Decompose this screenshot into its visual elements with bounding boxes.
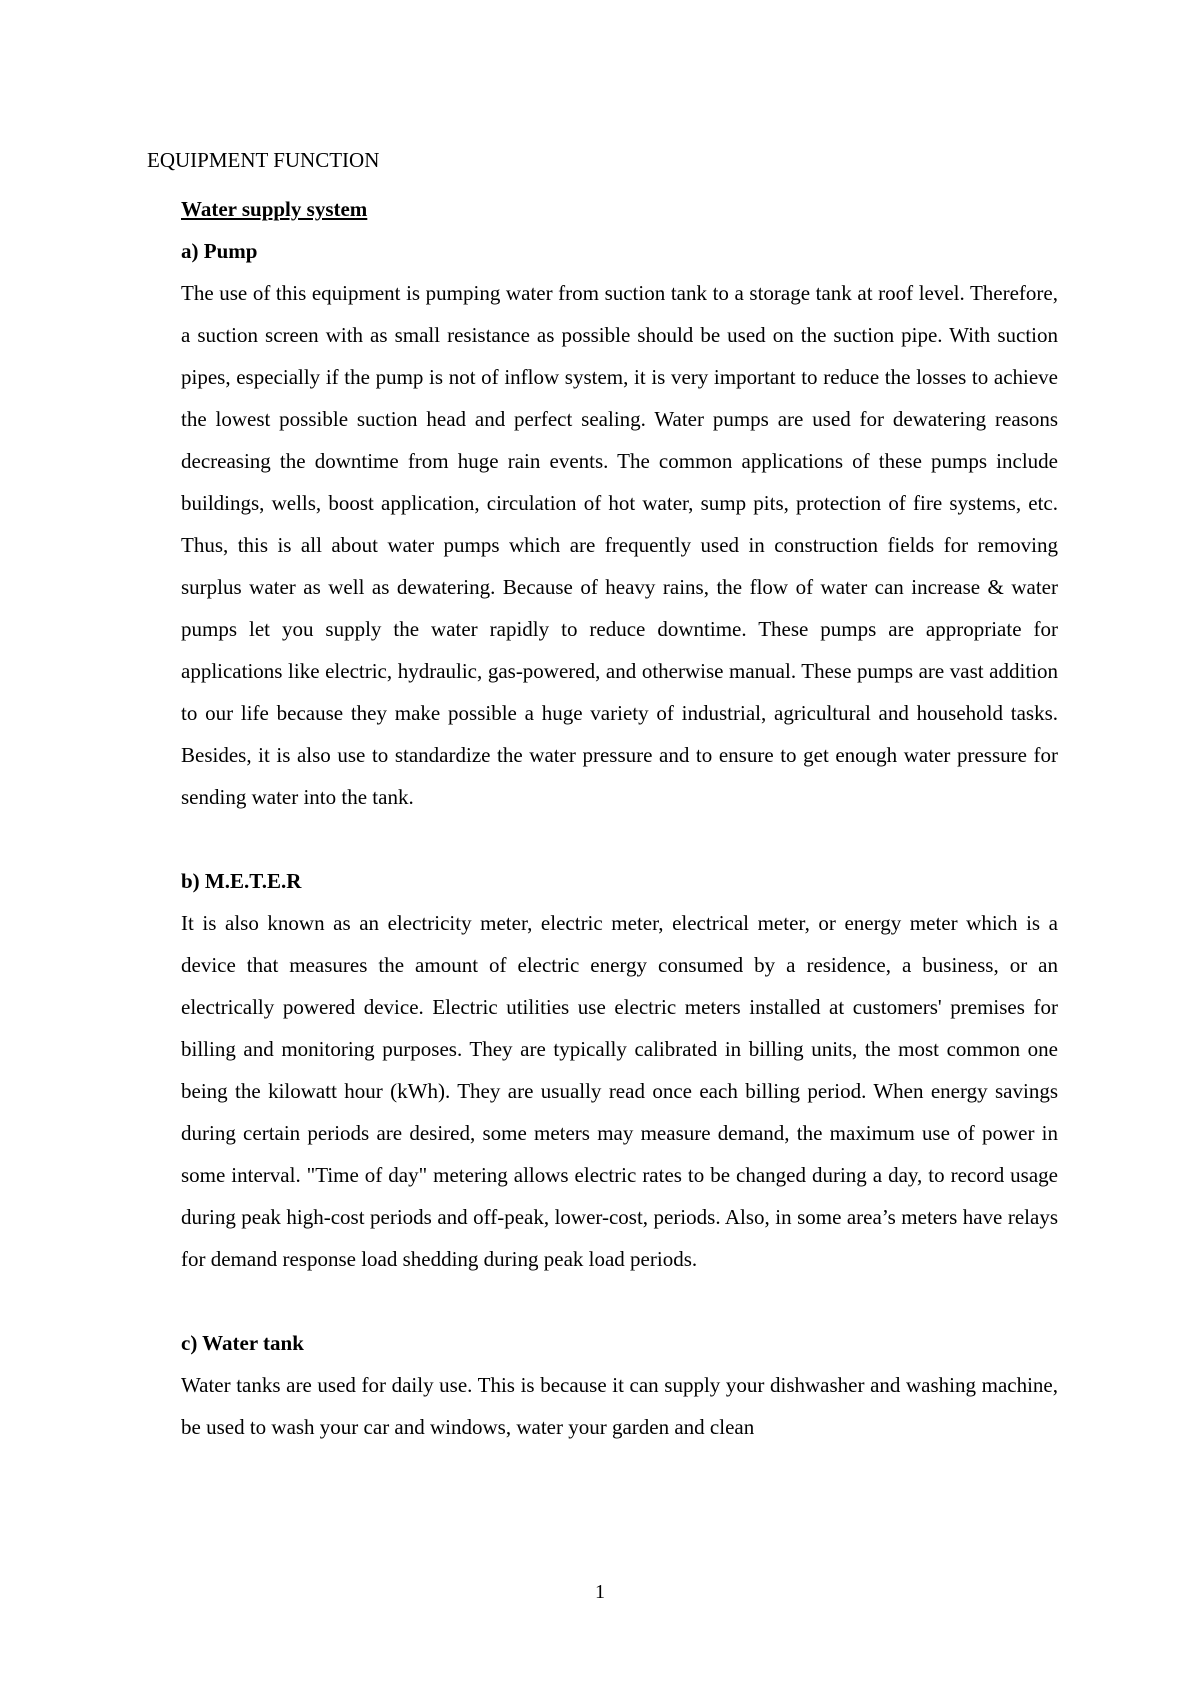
paragraph-gap — [181, 1280, 1058, 1322]
paragraph-gap — [181, 818, 1058, 860]
water-tank-heading: c) Water tank — [181, 1331, 304, 1355]
section-heading: Water supply system — [181, 197, 368, 221]
meter-heading: b) M.E.T.E.R — [181, 869, 302, 893]
water-tank-paragraph: Water tanks are used for daily use. This is because it can supply your dishwasher and washing machine, be used to wash your car and windows, water your garden and clean — [181, 1373, 1058, 1439]
document-body — [181, 188, 1058, 1448]
pump-heading: a) Pump — [181, 239, 258, 263]
meter-paragraph: It is also known as an electricity meter, electric meter, electrical meter, or energy meter which is a device that measures the amount of electric energy consumed by a residence, a business, or an electrically powered device. Electric utilities use electric meters installed at customers' premises for billing and monitoring purposes. They are typically calibrated in billing units, the most common one being the kilowatt hour (kWh). They are usually read once each billing period. When energy savings during certain periods are desired, some meters may measure demand, the maximum use of power in some interval. "Time of day" metering allows electric rates to be changed during a day, to record usage during peak high-cost periods and off-peak, lower-cost, periods. Also, in some area’s meters have relays for demand response load shedding during peak load periods. — [181, 911, 1058, 1271]
pump-paragraph: The use of this equipment is pumping water from suction tank to a storage tank at roof level. Therefore, a suction screen with as small resistance as possible should be used on the suction pipe. With suction pipes, especially if the pump is not of inflow system, it is very important to reduce the losses to achieve the lowest possible suction head and perfect sealing. Water pumps are used for dewatering reasons decreasing the downtime from huge rain events. The common applications of these pumps include buildings, wells, boost application, circulation of hot water, sump pits, protection of fire systems, etc. Thus, this is all about water pumps which are frequently used in construction fields for removing surplus water as well as dewatering. Because of heavy rains, the flow of water can increase & water pumps let you supply the water rapidly to reduce downtime. These pumps are appropriate for applications like electric, hydraulic, gas-powered, and otherwise manual. These pumps are vast addition to our life because they make possible a huge variety of industrial, agricultural and household tasks. Besides, it is also use to standardize the water pressure and to ensure to get enough water pressure for sending water into the tank. — [181, 281, 1058, 809]
page-number: 1 — [595, 1581, 605, 1603]
document-title: EQUIPMENT FUNCTION — [147, 148, 380, 172]
